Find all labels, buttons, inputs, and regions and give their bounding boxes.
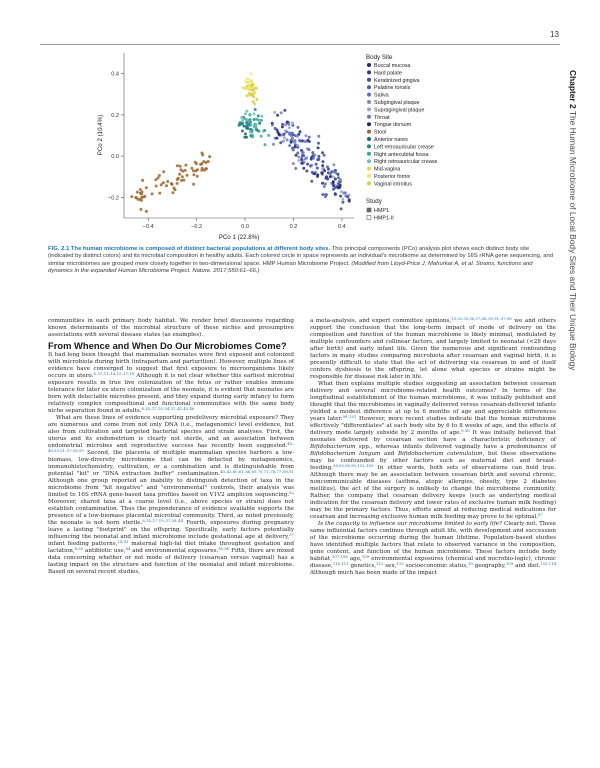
data-point — [306, 163, 309, 166]
figure-title: The human microbiome is composed of distinct bacterial populations at different body sites. — [70, 246, 331, 252]
data-point — [311, 151, 314, 154]
legend-swatch — [367, 159, 371, 163]
data-point — [145, 186, 148, 189]
data-point — [241, 130, 244, 133]
data-point — [249, 131, 252, 134]
data-point — [340, 190, 343, 193]
data-point — [316, 175, 319, 178]
data-point — [290, 141, 293, 144]
data-point — [279, 141, 282, 144]
data-point — [184, 164, 187, 167]
data-point — [283, 109, 286, 112]
citation[interactable]: 109 — [361, 554, 370, 559]
data-point — [291, 124, 294, 127]
data-point — [315, 163, 318, 166]
data-point — [337, 173, 340, 176]
data-point — [157, 177, 160, 180]
legend-label: Supragingival plaque — [374, 107, 425, 114]
citation[interactable]: 84 — [125, 546, 131, 552]
citation[interactable]: 107,108 — [331, 554, 348, 559]
paragraph: It had long been thought that mammalian neonates were first exposed and colonized with microbiota during birth (intrapartum and parturition). However, multiple lines of evidence have converged to suggest that first exposure to microorganisms likely occurs in utero.$^{6-10,11-14,15-17,18}$ Although it is not clear whether this earliest microbial exposure results in true live colonization of the fetus or rather enables immune tolerance for later ex utero colonization of the neonate, it is evident that neonates are born with detectable microbes present, and they expand during early infancy to form relatively complex compositional and functional communities with the same body niche separation found in adults.$^{6,14-17,19-34,37-41,45,46}$ — [48, 352, 294, 415]
legend-label: Throat — [374, 114, 390, 121]
citation[interactable]: 87 — [538, 512, 543, 517]
legend-swatch — [367, 167, 371, 171]
citation[interactable]: 6,14–17,19–37,38–44 — [142, 518, 184, 524]
data-point — [276, 137, 279, 140]
data-point — [298, 139, 301, 142]
data-point — [192, 183, 195, 186]
data-point — [302, 167, 305, 170]
legend-swatch — [367, 63, 371, 67]
legend-label: Keratinized gingiva — [374, 77, 420, 84]
data-point — [136, 191, 139, 194]
data-point — [140, 208, 143, 211]
data-point — [292, 148, 295, 151]
data-point — [281, 134, 284, 137]
data-point — [134, 196, 137, 199]
paragraph: Is the capacity to influence our microbiome limited to early life? Clearly not. These same influential factors continue through adult life, with development and succession of the microbiome occurring during the human lifetime. Population-based studies have identified multiple factors that relate to observed variance in the composition, gene content, and function of the human microbiome. These factors include body habitat,$^{107,108}$ age,$^{109}$ environmental exposures (chemical and microbio-logic), chronic disease,$^{110,111}$ genetics,$^{112}$ sex,$^{113}$ socioeconomic status,$^{10}$ geography,$^{109}$ and diet.$^{103,114}$ Although much has been made of the impact — [310, 521, 556, 576]
data-point — [307, 148, 310, 151]
legend-label: Saliva — [374, 92, 389, 99]
data-point — [288, 126, 291, 129]
legend-swatch — [367, 70, 371, 74]
y-tick-label: 0.4 — [111, 71, 119, 78]
paragraph: What are these lines of evidence supporting predelivery microbial exposure? They are numerous and come from not only DNA (i.e., metagenomic) level evidence, but also from cultivation and targeted bacterial species and strain analyses. First, the uterus and its endometrium is clearly not sterile, and an association between endometrial microbes and reproductive success has recently been suggested.$^{45-48,50,51-57,58,59}$ Second, the placenta of multiple mammalian species harbors a low-biomass, low-diversity microbiome that can be detected by metagenomics, immunohistochemistry, cultivation, or a combination and is distinguishable from potential "kit" or "DNA extraction buffer" contamination.$^{40-42,60,61-66,69,70,71-76,77-80,81}$ Although one group reported an inability to distinguish detection of taxa in the microbiome from "kit negative" and "environmental" controls, their analysis was limited to 16S rRNA gene-based taxa profiles based on V1V2 amplicon sequencing.$^{82}$ Moreover, shared taxa at a coarse level (i.e., above species or strain) does not establish contamination. Thus the preponderance of evidence available supports the presence of a low-biomass placental microbial community. Third, as noted previously, the neonate is not born sterile.$^{6,14-17,19-37,38-44}$ Fourth, exposures during pregnancy leave a lasting "footprint" on the offspring. Specifically, early factors potentially influencing the neonatal and infant microbiome include gestational age at delivery,$^{37}$ infant feeding patterns,$^{14,83}$ maternal high-fat diet intake throughout gestation and lactation,$^{8,20}$ antibiotic use,$^{84}$ and environmental exposures.$^{85,86}$ Fifth, there are mixed data concerning whether or not mode of delivery (cesarean versus vaginal) has a lasting impact on the structure and function of the neonatal and infant microbiome. Based on several recent studies, — [48, 415, 295, 576]
data-point — [324, 182, 327, 185]
data-point — [171, 191, 174, 194]
caption-source: (Modified from Lloyd-Price J, Mahurkar A, et al. Strains, functions and dynamics in the expanded Human Microbiome Project. Nature. 2017;550:61–66.) — [48, 260, 533, 275]
chapter-label: Chapter 2 — [568, 70, 578, 109]
data-point — [247, 127, 250, 130]
data-point — [276, 129, 279, 132]
x-tick-label: 0.0 — [241, 224, 249, 230]
data-point — [316, 167, 319, 170]
figure-label: FIG. 2.1 — [48, 246, 70, 252]
data-point — [271, 122, 274, 125]
data-point — [301, 151, 304, 154]
data-point — [283, 136, 286, 139]
data-point — [155, 185, 158, 188]
data-point — [251, 134, 254, 137]
legend-label: Palatine tonsils — [374, 85, 411, 92]
legend-swatch — [367, 152, 371, 156]
data-point — [307, 139, 310, 142]
data-point — [252, 89, 255, 92]
data-point — [195, 162, 198, 165]
citation[interactable]: 110,111 — [332, 561, 349, 566]
data-point — [304, 134, 307, 137]
legend-label: Tongue dorsum — [374, 122, 412, 129]
data-point — [292, 162, 295, 165]
data-point — [250, 85, 253, 88]
y-tick-label: 0.0 — [111, 154, 119, 161]
legend-swatch — [367, 181, 371, 185]
citation[interactable]: 15,33,35,36,37,88–90,91–97,98 — [451, 316, 512, 321]
legend-label: Stool — [374, 129, 387, 136]
data-point — [201, 152, 204, 155]
legend-swatch — [367, 85, 371, 89]
chapter-title: The Human Microbiome of Local Body Sites and Their Unique Biology — [568, 110, 578, 371]
data-point — [341, 201, 344, 204]
data-point — [253, 112, 256, 115]
data-point — [308, 136, 311, 139]
data-point — [291, 132, 294, 135]
citation[interactable]: 112 — [376, 561, 384, 566]
caption-body: This principal components (PCo) analysis plot shows each distinct body site (indicated by distinct colors) and its microbial composition in healthy adults. Each colored circle in space represents an individual's microbiome as determined by 16S rRNA gene sequencing, and similar microbiomes are grouped more closely together in two-dimensional space. HMP Human Microbiome Project. — [48, 246, 554, 267]
data-point — [177, 177, 180, 180]
data-point — [248, 92, 251, 95]
data-point — [296, 144, 299, 147]
data-point — [258, 122, 261, 125]
data-point — [249, 72, 252, 75]
y-axis-ticks — [108, 72, 124, 202]
data-point — [249, 121, 252, 124]
citation[interactable]: 6,14–17,19–34,37–41,45,46 — [141, 406, 195, 412]
citation[interactable]: 36,85,88,90,102–105 — [333, 463, 374, 468]
study-legend-title: Study — [366, 198, 382, 205]
paragraph: What then explains multiple studies suggesting an association between cesarean delivery and several microbiome-related health outcomes? In terms of the longitudinal establishment of the human microbiome, it was initially published and thought that the microbiomes in vaginally delivered versus cesarean-delivered infants yielded a modest difference at up to 6 months of age and appreciable differences years later.$^{99-101}$ However, more recent studies indicate that the human microbiome effectively "differentiates" at each body site by 6 to 8 weeks of age, and the effects of delivery mode largely subside by 2 months of age.$^{6,36}$ It was initially believed that neonates delivered by cesarean section have a characteristic deficiency of Bifidobacterium spp., whereas infants delivered vaginally have a predominance of Bifidobacterium longum and Bifidobacterium catenulatum, but these observations may be confounded by other factors such as maternal diet and breast-feeding.$^{36,85,88,90,102-105}$ In other words, both sets of observations can hold true. Although there may be an association between cesarean birth and several chronic, noncommunicable diseases (asthma, atopic allergies, obesity, type 2 diabetes mellitus), the act of the surgery is unlikely to change the microbiome community. Rather, the company that cesarean delivery keeps (such as underlying medical indication for the cesarean delivery and lower rates of exclusive human milk feeding) may be the primary factors. Thus, efforts aimed at reducing medical indications for cesarean and increasing exclusive human milk feeding may prove to be optimal.$^{87}$ — [310, 381, 556, 520]
y-tick-label: −0.2 — [107, 195, 119, 202]
data-point — [323, 169, 326, 172]
legend-swatch — [367, 122, 371, 126]
legend-swatch — [367, 174, 371, 178]
data-point — [165, 184, 168, 187]
citation[interactable]: 82 — [289, 490, 294, 496]
data-point — [190, 167, 193, 170]
data-point — [192, 169, 195, 172]
data-point — [286, 121, 289, 124]
citation[interactable]: 40–42,60,61–66,69,70,71–76,77–80,81 — [219, 469, 294, 475]
x-axis-label: PCo 1 (22.8%) — [218, 234, 260, 241]
data-point — [246, 94, 249, 97]
data-point — [332, 163, 335, 166]
data-point — [240, 116, 243, 119]
data-point — [207, 160, 210, 163]
data-point — [284, 129, 287, 132]
study-swatch — [367, 215, 371, 219]
data-point — [158, 192, 161, 195]
legend-label: Right antecubital fossa — [374, 151, 429, 158]
data-point — [250, 81, 253, 84]
citation[interactable]: 37 — [289, 532, 294, 538]
legend-swatch — [367, 144, 371, 148]
data-point — [139, 188, 142, 191]
data-point — [310, 180, 313, 183]
data-point — [272, 143, 275, 146]
data-point — [317, 146, 320, 149]
y-tick-label: 0.2 — [111, 112, 119, 119]
data-point — [291, 121, 294, 124]
data-point — [286, 138, 289, 141]
data-point — [297, 159, 300, 162]
data-point — [139, 198, 142, 201]
data-point — [317, 158, 320, 161]
data-point — [313, 172, 316, 175]
data-point — [321, 193, 324, 196]
data-point — [267, 134, 270, 137]
data-point — [324, 195, 327, 198]
data-point — [329, 172, 332, 175]
data-point — [312, 157, 315, 160]
data-point — [332, 184, 335, 187]
data-point — [255, 98, 258, 101]
section-heading: From Whence and When Do Our Microbiomes Come? — [48, 340, 287, 351]
citation[interactable]: 45–48,50,51–57,58,59 — [48, 441, 294, 454]
data-point — [253, 118, 256, 121]
data-point — [332, 176, 335, 179]
x-tick-label: −0.4 — [142, 224, 154, 230]
data-point — [276, 114, 279, 117]
data-point — [255, 87, 258, 90]
data-point — [245, 118, 248, 121]
citation[interactable]: 99–101 — [342, 414, 357, 419]
left-column — [48, 318, 294, 576]
citation[interactable]: 8,20 — [74, 546, 84, 552]
data-point — [176, 164, 179, 167]
data-point — [321, 172, 324, 175]
chapter-side-tab — [566, 70, 578, 630]
data-point — [196, 168, 199, 171]
legend-title: Body Site — [366, 54, 393, 61]
data-point — [179, 165, 182, 168]
data-point — [200, 169, 203, 172]
data-point — [341, 198, 344, 201]
data-point — [182, 179, 185, 182]
data-point — [244, 112, 247, 115]
data-point — [323, 185, 326, 188]
data-point — [281, 125, 284, 128]
legend-label: Mid-vagina — [374, 166, 401, 173]
data-point — [248, 113, 251, 116]
data-point — [339, 195, 342, 198]
data-point — [323, 154, 326, 157]
legend-swatch — [367, 115, 371, 119]
data-point — [140, 193, 143, 196]
data-point — [339, 178, 342, 181]
data-point — [260, 115, 263, 118]
data-point — [273, 111, 276, 114]
study-label: HMP1-II — [374, 215, 394, 222]
x-tick-label: 0.4 — [338, 224, 346, 230]
data-point — [252, 95, 255, 98]
data-point — [280, 111, 283, 114]
data-point — [281, 123, 284, 126]
data-point — [303, 140, 306, 143]
citation[interactable]: 85,86 — [218, 546, 230, 552]
legend-label: Buccal mucosa — [374, 63, 411, 69]
data-point — [338, 186, 341, 189]
data-point — [245, 124, 248, 127]
data-point — [245, 110, 248, 113]
data-point — [257, 114, 260, 117]
page-number: 13 — [550, 30, 559, 39]
data-point — [317, 142, 320, 145]
data-point — [278, 133, 281, 136]
data-point — [301, 162, 304, 165]
legend-swatch — [367, 93, 371, 97]
legend-label: Anterior nares — [374, 137, 408, 143]
data-point — [322, 160, 325, 163]
data-point — [243, 136, 246, 139]
paragraph: a meta-analysis, and expert committee opinions,$^{15,33,35,36,37,88-90,91-97,98}$ we and others support the conclusion that the long-term impact of mode of delivery on the composition and function of the human microbiome is likely minimal, modulated by multiple confounders and collinear factors, and largely limited to neonatal (<28 days after birth) and early infant life. Given the numerous and significant confounding factors in many studies comparing microbiota after cesarean and vaginal birth, it is presently difficult to state that the act of delivering via cesarean in and of itself confers dysbiosis to the offspring, let alone what species or strains might be responsible for disease risk later in life. — [310, 316, 556, 380]
data-point — [246, 78, 249, 81]
data-point — [344, 194, 347, 197]
data-point — [171, 183, 174, 186]
legend-swatch — [367, 78, 371, 82]
legend-label: Subgingival plaque — [374, 100, 420, 106]
data-point — [254, 124, 257, 127]
data-point — [260, 119, 263, 122]
data-point — [340, 207, 343, 210]
body-site-legend — [367, 63, 438, 187]
data-point — [313, 154, 316, 157]
paragraph: communities in each primary body habitat. We render brief discussions regarding known determinants of the microbial structure of these niches and presumptive associations with several disease states (as examples). — [48, 318, 294, 338]
citation[interactable]: 10 — [467, 561, 473, 566]
legend-swatch — [367, 107, 371, 111]
legend-label: Vaginal introitus — [374, 181, 412, 188]
x-tick-label: −0.2 — [191, 224, 203, 230]
citation[interactable]: 6–10,11–14,15–17,18 — [93, 371, 135, 377]
data-point — [174, 188, 177, 191]
data-point — [130, 195, 133, 198]
data-point — [317, 155, 320, 158]
data-point — [186, 174, 189, 177]
data-point — [249, 124, 252, 127]
data-point — [160, 183, 163, 186]
data-point — [254, 108, 257, 111]
data-point — [244, 80, 247, 83]
data-point — [184, 169, 187, 172]
data-point — [260, 135, 263, 138]
data-point — [321, 182, 324, 185]
data-point — [329, 175, 332, 178]
legend-label: Right retroauricular crease — [374, 159, 438, 166]
data-point — [151, 192, 154, 195]
data-point — [348, 198, 351, 201]
data-point — [178, 173, 181, 176]
data-point — [332, 181, 335, 184]
data-point — [296, 152, 299, 155]
data-point — [243, 125, 246, 128]
data-point — [252, 100, 255, 103]
data-point — [255, 118, 258, 121]
data-point — [304, 158, 307, 161]
figure-caption — [48, 246, 556, 276]
legend-label: Hard palate — [374, 70, 402, 77]
data-point — [241, 119, 244, 122]
data-point — [326, 165, 329, 168]
data-point — [282, 140, 285, 143]
data-point — [310, 164, 313, 167]
data-point — [321, 164, 324, 167]
data-point — [176, 182, 179, 185]
study-legend — [367, 208, 394, 221]
legend-swatch — [367, 137, 371, 141]
right-column — [310, 318, 556, 577]
data-point — [257, 130, 260, 133]
citation[interactable]: 6,36 — [461, 428, 470, 433]
data-point — [288, 144, 291, 147]
data-point — [203, 169, 206, 172]
data-point — [162, 170, 165, 173]
data-point — [145, 210, 148, 213]
data-point — [305, 170, 308, 173]
data-point — [332, 188, 335, 191]
data-point — [181, 175, 184, 178]
data-point — [166, 180, 169, 183]
data-point — [208, 155, 211, 158]
data-point — [347, 194, 350, 197]
citation[interactable]: 14,83 — [117, 539, 129, 545]
legend-swatch — [367, 130, 371, 134]
study-swatch — [367, 208, 371, 212]
citation[interactable]: 103,114 — [540, 561, 556, 566]
data-point — [196, 175, 199, 178]
data-point — [262, 130, 265, 133]
data-point — [288, 131, 291, 134]
data-point — [192, 173, 195, 176]
data-point — [143, 195, 146, 198]
x-tick-label: 0.2 — [289, 224, 298, 230]
study-label: HMP1 — [374, 208, 389, 214]
data-point — [317, 135, 320, 138]
data-point — [297, 126, 300, 129]
legend-label: Posterior fornix — [374, 174, 411, 180]
data-point — [299, 130, 302, 133]
legend-label: Left retroauricular crease — [374, 144, 434, 151]
data-point — [300, 158, 303, 161]
data-point — [200, 162, 203, 165]
data-point — [241, 86, 244, 89]
data-point — [297, 156, 300, 159]
data-point — [245, 87, 248, 90]
data-point — [334, 192, 337, 195]
data-point — [290, 134, 293, 137]
data-point — [264, 143, 267, 146]
data-point — [244, 132, 247, 135]
y-axis-label: PCo 2 (10.4%) — [97, 114, 104, 156]
x-axis-ticks — [143, 218, 346, 230]
data-point — [296, 135, 299, 138]
citation[interactable]: 113 — [396, 561, 404, 566]
legend-swatch — [367, 100, 371, 104]
pco-scatter-figure — [60, 45, 530, 250]
data-point — [294, 167, 297, 170]
data-point — [141, 179, 144, 182]
citation[interactable]: 109 — [505, 561, 514, 566]
data-point — [240, 123, 243, 126]
data-point — [326, 178, 329, 181]
